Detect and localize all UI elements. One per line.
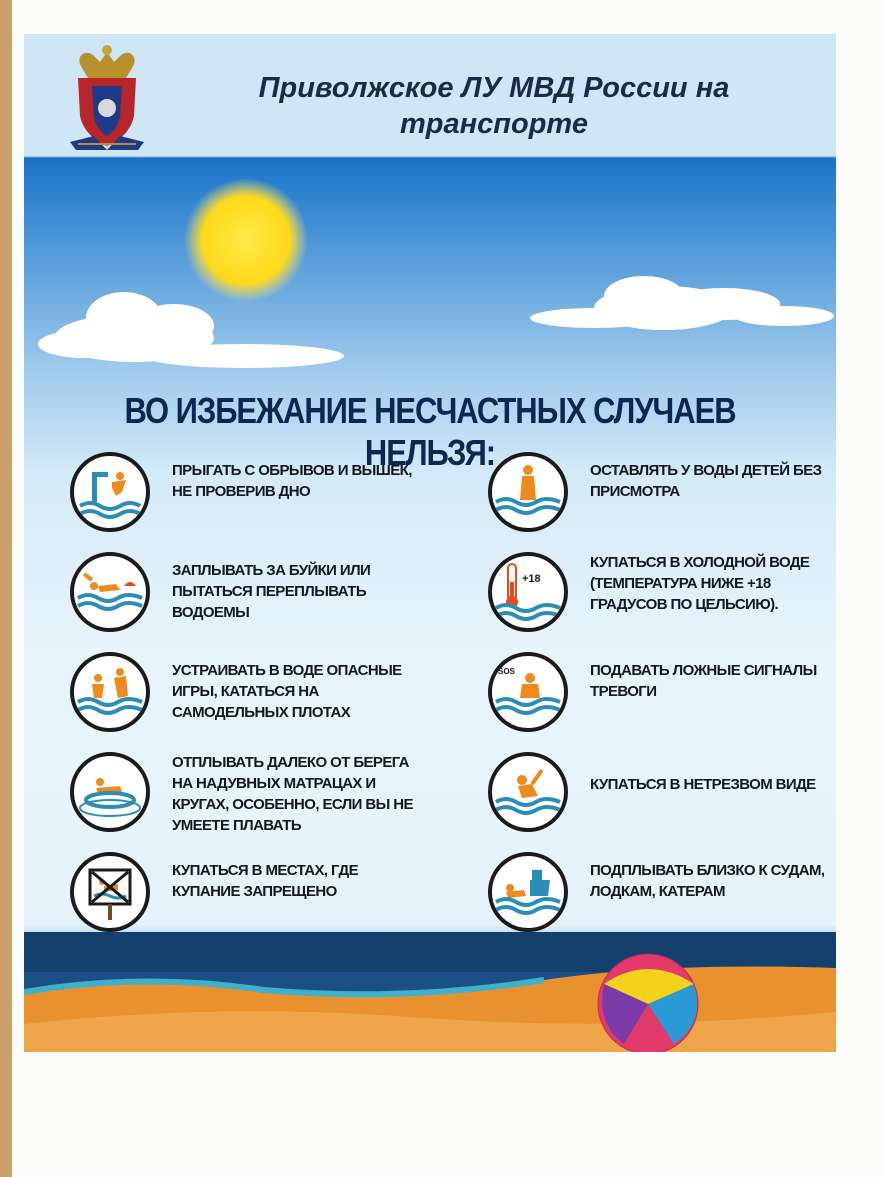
rule-right-2 xyxy=(442,552,836,652)
rule-text: ПОДПЛЫВАТЬ БЛИЗКО К СУДАМ, ЛОДКАМ, КАТЕРАМ xyxy=(590,862,825,900)
sun-icon xyxy=(184,178,308,302)
rule-text: УСТРАИВАТЬ В ВОДЕ ОПАСНЫЕ ИГРЫ, КАТАТЬСЯ НА САМОДЕЛЬНЫХ ПЛОТАХ xyxy=(172,662,402,721)
ship-swimmer-icon xyxy=(488,852,568,932)
sky-scene xyxy=(24,158,836,398)
rule-text: ОСТАВЛЯТЬ У ВОДЫ ДЕТЕЙ БЕЗ ПРИСМОТРА xyxy=(590,462,822,500)
drunk-swimmer-icon xyxy=(488,752,568,832)
swimmer-buoy-icon xyxy=(70,552,150,632)
rule-right-3 xyxy=(442,652,836,752)
water-games-icon xyxy=(70,652,150,732)
thermometer-icon xyxy=(488,552,568,632)
sos-label: SOS xyxy=(498,667,515,676)
rule-text: КУПАТЬСЯ В МЕСТАХ, ГДЕ КУПАНИЕ ЗАПРЕЩЕНО xyxy=(172,862,359,900)
false-alarm-icon xyxy=(488,652,568,732)
rule-right-4 xyxy=(442,752,836,852)
police-emblem-icon xyxy=(64,38,150,156)
rule-text: ЗАПЛЫВАТЬ ЗА БУЙКИ ИЛИ ПЫТАТЬСЯ ПЕРЕПЛЫВАТЬ ВОДОЕМЫ xyxy=(172,562,371,621)
rule-left-3 xyxy=(24,652,430,752)
rule-right-1 xyxy=(442,452,836,552)
diving-person-icon xyxy=(70,452,150,532)
headline: ВО ИЗБЕЖАНИЕ НЕСЧАСТНЫХ СЛУЧАЕВ НЕЛЬЗЯ: xyxy=(124,390,736,473)
beach-ball-icon xyxy=(598,954,698,1052)
rule-left-2 xyxy=(24,552,430,652)
cloud-left-icon xyxy=(38,292,344,368)
rule-text: ПРЫГАТЬ С ОБРЫВОВ И ВЫШЕК, НЕ ПРОВЕРИВ ДНО xyxy=(172,462,412,500)
rule-left-4 xyxy=(24,752,430,852)
child-in-water-icon xyxy=(488,452,568,532)
inflatable-ring-icon xyxy=(70,752,150,832)
organization-title: Приволжское ЛУ МВД России на транспорте xyxy=(258,72,730,140)
cloud-right-icon xyxy=(530,276,834,330)
rule-text: ОТПЛЫВАТЬ ДАЛЕКО ОТ БЕРЕГА НА НАДУВНЫХ МАТРАЦАХ И КРУГАХ, ОСОБЕННО, ЕСЛИ ВЫ НЕ УМЕЕТЕ ПЛАВАТЬ xyxy=(172,754,413,834)
rule-left-1 xyxy=(24,452,430,552)
rule-text: ПОДАВАТЬ ЛОЖНЫЕ СИГНАЛЫ ТРЕВОГИ xyxy=(590,662,817,700)
rule-text: КУПАТЬСЯ В ХОЛОДНОЙ ВОДЕ (ТЕМПЕРАТУРА НИЖЕ +18 ГРАДУСОВ ПО ЦЕЛЬСИЮ). xyxy=(590,554,810,613)
safety-poster xyxy=(24,34,836,1052)
rule-text: КУПАТЬСЯ В НЕТРЕЗВОМ ВИДЕ xyxy=(590,776,816,793)
beach-scene xyxy=(24,932,836,1052)
no-swimming-sign-icon xyxy=(70,852,150,932)
thermometer-label: +18 xyxy=(522,573,541,585)
